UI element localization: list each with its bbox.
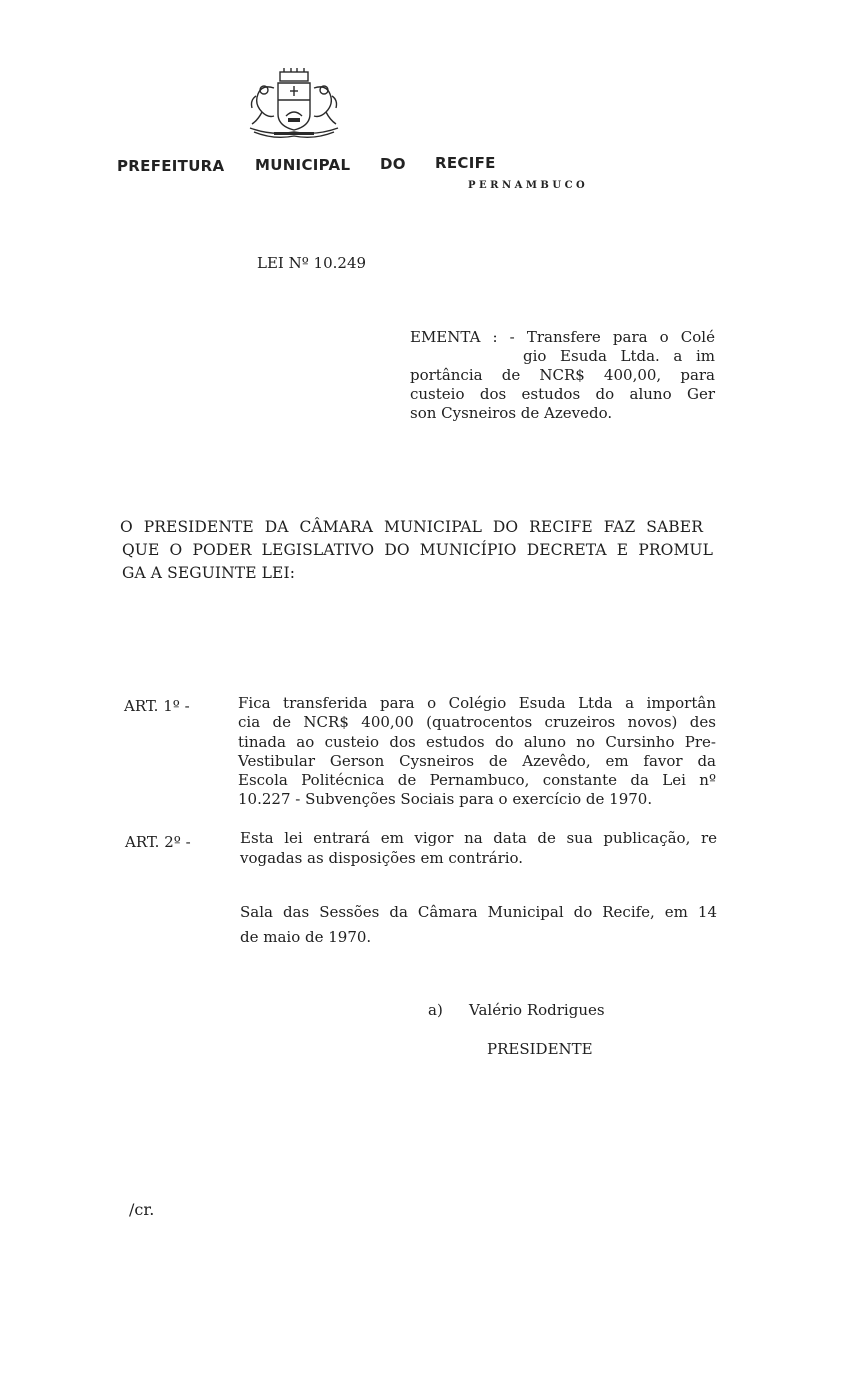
article-line: Esta lei entrará em vigor na data de sua publicação, re: [240, 829, 717, 847]
header-word-municipal: MUNICIPAL: [255, 156, 351, 174]
header-word-prefeitura: PREFEITURA: [117, 157, 225, 175]
article-line: tinada ao custeio dos estudos do aluno no Cursinho Pre-: [238, 733, 716, 751]
ementa-line: custeio dos estudos do aluno Ger: [410, 385, 715, 403]
header-word-recife: RECIFE: [435, 154, 496, 172]
signature-title: PRESIDENTE: [487, 1040, 593, 1058]
article-line: 10.227 - Subvenções Sociais para o exercício de 1970.: [238, 790, 653, 808]
ementa-line: son Cysneiros de Azevedo.: [410, 404, 613, 422]
article-line: Vestibular Gerson Cysneiros de Azevêdo, em favor da: [238, 752, 716, 770]
article-line: vogadas as disposições em contrário.: [240, 849, 524, 867]
coat-of-arms-icon: [244, 66, 344, 140]
ementa-line: EMENTA : - Transfere para o Colé: [410, 328, 715, 346]
law-number: LEI Nº 10.249: [257, 254, 367, 272]
session-line: de maio de 1970.: [240, 928, 372, 946]
article-line: Escola Politécnica de Pernambuco, constante da Lei nº: [238, 771, 716, 789]
footer-initials: /cr.: [129, 1200, 155, 1219]
article-label: ART. 1º -: [124, 697, 190, 715]
article-label: ART. 2º -: [125, 833, 191, 851]
decree-line: QUE O PODER LEGISLATIVO DO MUNICÍPIO DECRETA E PROMUL: [122, 541, 713, 559]
header-state: PERNAMBUCO: [468, 180, 589, 191]
decree-line: O PRESIDENTE DA CÂMARA MUNICIPAL DO RECIFE FAZ SABER: [120, 518, 703, 536]
ementa-line: portância de NCR$ 400,00, para: [410, 366, 715, 384]
session-line: Sala das Sessões da Câmara Municipal do Recife, em 14: [240, 903, 717, 921]
decree-line: GA A SEGUINTE LEI:: [122, 564, 296, 582]
signature-name: Valério Rodrigues: [469, 1001, 605, 1019]
signature-prefix: a): [428, 1001, 443, 1019]
article-line: cia de NCR$ 400,00 (quatrocentos cruzeiros novos) des: [238, 713, 716, 731]
article-line: Fica transferida para o Colégio Esuda Ltda a importân: [238, 694, 716, 712]
header-word-do: DO: [380, 155, 406, 173]
ementa-line: gio Esuda Ltda. a im: [523, 347, 715, 365]
